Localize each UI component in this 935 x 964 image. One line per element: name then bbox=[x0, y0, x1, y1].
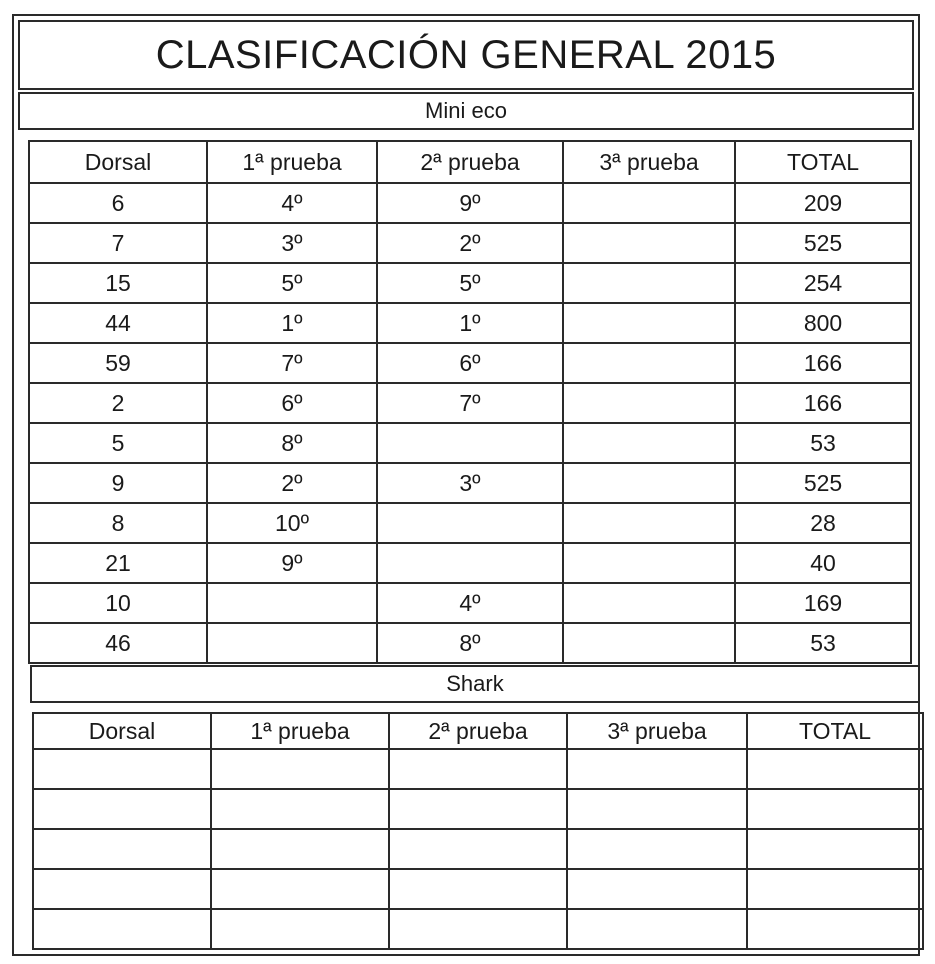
shark-table bbox=[32, 712, 924, 950]
table-cell: 8º bbox=[207, 423, 377, 463]
table-cell bbox=[207, 583, 377, 623]
table-cell: 525 bbox=[735, 223, 911, 263]
table-cell bbox=[211, 789, 389, 829]
table-cell: 1º bbox=[377, 303, 563, 343]
column-header: Dorsal bbox=[29, 141, 207, 183]
table-cell: 6º bbox=[377, 343, 563, 383]
column-header: Dorsal bbox=[33, 713, 211, 749]
table-row bbox=[33, 869, 923, 909]
table-body bbox=[29, 183, 911, 663]
column-header: 2ª prueba bbox=[377, 141, 563, 183]
table-cell: 3º bbox=[377, 463, 563, 503]
table-cell: 254 bbox=[735, 263, 911, 303]
table-cell: 169 bbox=[735, 583, 911, 623]
table-cell bbox=[563, 343, 735, 383]
table-cell bbox=[33, 909, 211, 949]
table-cell: 4º bbox=[207, 183, 377, 223]
table-cell bbox=[747, 789, 923, 829]
table-cell: 2 bbox=[29, 383, 207, 423]
table-cell: 525 bbox=[735, 463, 911, 503]
table-cell: 28 bbox=[735, 503, 911, 543]
column-header: 3ª prueba bbox=[567, 713, 747, 749]
table-row bbox=[33, 909, 923, 949]
table-cell: 5 bbox=[29, 423, 207, 463]
table-cell: 7º bbox=[377, 383, 563, 423]
page-title: CLASIFICACIÓN GENERAL 2015 bbox=[155, 32, 777, 77]
table-cell: 1º bbox=[207, 303, 377, 343]
table-cell bbox=[377, 503, 563, 543]
table-cell: 166 bbox=[735, 383, 911, 423]
table-cell bbox=[563, 183, 735, 223]
table-cell: 7º bbox=[207, 343, 377, 383]
table-cell bbox=[563, 383, 735, 423]
table-cell bbox=[567, 789, 747, 829]
table-cell: 15 bbox=[29, 263, 207, 303]
table-row bbox=[29, 583, 911, 623]
table-cell bbox=[747, 749, 923, 789]
table-header bbox=[33, 713, 923, 749]
table-cell bbox=[747, 869, 923, 909]
table-cell bbox=[563, 423, 735, 463]
table-cell bbox=[747, 909, 923, 949]
table-row bbox=[29, 463, 911, 503]
table-cell: 8º bbox=[377, 623, 563, 663]
column-header: 1ª prueba bbox=[207, 141, 377, 183]
column-header: 3ª prueba bbox=[563, 141, 735, 183]
table-cell: 6º bbox=[207, 383, 377, 423]
table-cell: 44 bbox=[29, 303, 207, 343]
table-row bbox=[29, 223, 911, 263]
table-cell: 53 bbox=[735, 423, 911, 463]
table-cell bbox=[563, 463, 735, 503]
table-cell bbox=[211, 869, 389, 909]
table-row bbox=[29, 383, 911, 423]
table-cell: 7 bbox=[29, 223, 207, 263]
table-cell bbox=[377, 543, 563, 583]
table-row bbox=[33, 829, 923, 869]
table-cell bbox=[33, 869, 211, 909]
section-title: Shark bbox=[446, 671, 504, 696]
table-cell: 21 bbox=[29, 543, 207, 583]
table-row bbox=[29, 303, 911, 343]
mini-eco-table bbox=[28, 140, 912, 664]
table-cell bbox=[33, 749, 211, 789]
table-cell bbox=[747, 829, 923, 869]
section-header-shark bbox=[30, 665, 920, 703]
table-cell bbox=[563, 503, 735, 543]
table-cell: 10º bbox=[207, 503, 377, 543]
table-cell bbox=[567, 829, 747, 869]
table-cell bbox=[389, 789, 567, 829]
table-cell bbox=[563, 583, 735, 623]
table-cell: 5º bbox=[377, 263, 563, 303]
table-cell bbox=[211, 829, 389, 869]
table-cell: 3º bbox=[207, 223, 377, 263]
table-header bbox=[29, 141, 911, 183]
table-cell: 9 bbox=[29, 463, 207, 503]
table-row bbox=[29, 423, 911, 463]
table-cell bbox=[207, 623, 377, 663]
table-row bbox=[33, 749, 923, 789]
table-cell bbox=[567, 909, 747, 949]
table-cell: 800 bbox=[735, 303, 911, 343]
table-cell: 2º bbox=[377, 223, 563, 263]
table-cell: 59 bbox=[29, 343, 207, 383]
table-cell bbox=[211, 749, 389, 789]
table-cell: 8 bbox=[29, 503, 207, 543]
table-row bbox=[29, 263, 911, 303]
title-box bbox=[18, 20, 914, 90]
table-cell: 40 bbox=[735, 543, 911, 583]
table-cell bbox=[563, 623, 735, 663]
table-row bbox=[29, 343, 911, 383]
table-row bbox=[29, 543, 911, 583]
table-cell: 9º bbox=[207, 543, 377, 583]
table-cell: 4º bbox=[377, 583, 563, 623]
table-row bbox=[33, 789, 923, 829]
section-header-mini-eco bbox=[18, 92, 914, 130]
table-cell bbox=[211, 909, 389, 949]
table-cell: 209 bbox=[735, 183, 911, 223]
table-cell: 9º bbox=[377, 183, 563, 223]
table-cell bbox=[563, 263, 735, 303]
table-row bbox=[29, 503, 911, 543]
table-cell: 10 bbox=[29, 583, 207, 623]
column-header: TOTAL bbox=[735, 141, 911, 183]
table-body bbox=[33, 749, 923, 949]
table-cell: 166 bbox=[735, 343, 911, 383]
table-cell bbox=[563, 303, 735, 343]
table-cell: 6 bbox=[29, 183, 207, 223]
table-cell bbox=[33, 789, 211, 829]
table-cell bbox=[567, 749, 747, 789]
table-cell: 46 bbox=[29, 623, 207, 663]
table-cell bbox=[389, 909, 567, 949]
table-cell bbox=[563, 223, 735, 263]
column-header: TOTAL bbox=[747, 713, 923, 749]
table-cell bbox=[563, 543, 735, 583]
table-cell bbox=[389, 869, 567, 909]
table-cell bbox=[33, 829, 211, 869]
table-cell bbox=[389, 829, 567, 869]
column-header: 2ª prueba bbox=[389, 713, 567, 749]
table-cell: 53 bbox=[735, 623, 911, 663]
table-cell bbox=[377, 423, 563, 463]
column-header: 1ª prueba bbox=[211, 713, 389, 749]
table-cell bbox=[389, 749, 567, 789]
table-cell: 2º bbox=[207, 463, 377, 503]
table-cell bbox=[567, 869, 747, 909]
section-title: Mini eco bbox=[425, 98, 507, 123]
table-row bbox=[29, 183, 911, 223]
table-row bbox=[29, 623, 911, 663]
table-cell: 5º bbox=[207, 263, 377, 303]
